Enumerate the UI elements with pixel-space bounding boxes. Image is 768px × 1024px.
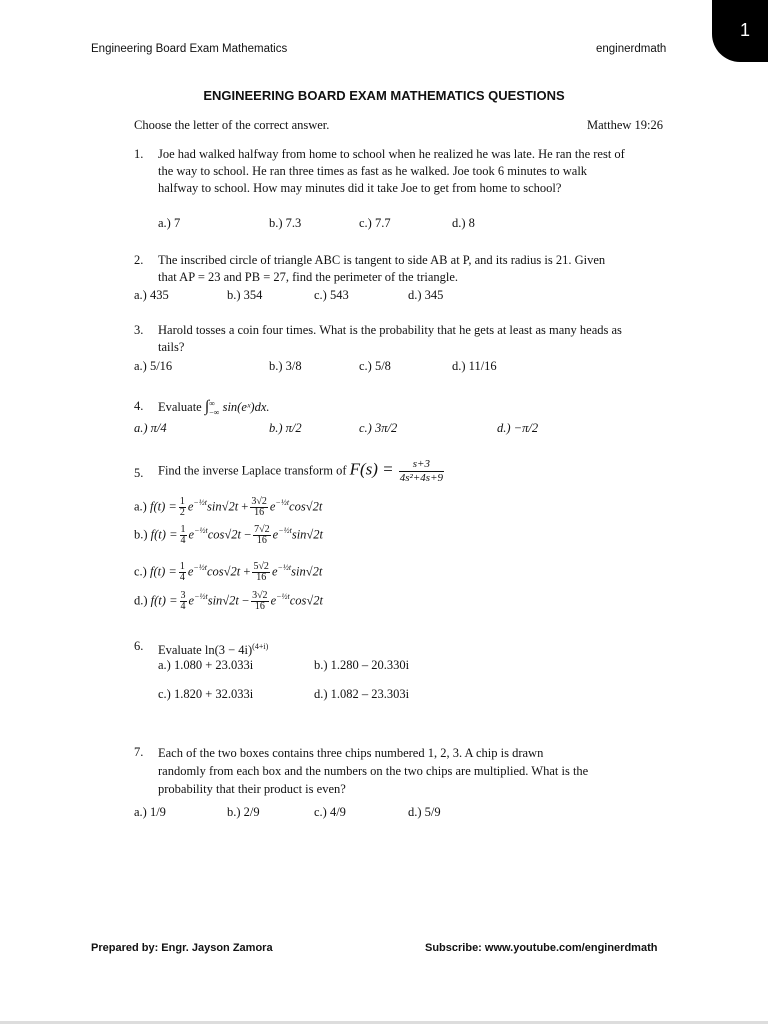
coef-2-den: 16 bbox=[254, 601, 265, 612]
trig-term-1: cos√2t bbox=[207, 564, 241, 579]
question-2-line: that AP = 23 and PB = 27, find the perimeter of the triangle. bbox=[158, 270, 459, 284]
coef-1-den: 2 bbox=[179, 507, 185, 518]
question-6-option-b[interactable]: b.) 1.280 – 20.330i bbox=[314, 658, 410, 672]
coef-1-den: 4 bbox=[179, 572, 185, 583]
exp-power-1: −½t bbox=[193, 498, 207, 508]
option-label: c.) bbox=[134, 564, 147, 579]
document-title: ENGINEERING BOARD EXAM MATHEMATICS QUESTIONS bbox=[203, 88, 565, 103]
question-2-option-d[interactable]: d.) 345 bbox=[408, 288, 444, 302]
option-label: d.) bbox=[134, 593, 148, 608]
exp-power-2: −½t bbox=[275, 498, 290, 508]
coef-2-den: 16 bbox=[254, 507, 265, 518]
question-6-number: 6. bbox=[134, 639, 144, 653]
question-5-option-a[interactable] bbox=[134, 497, 322, 518]
trig-term-2: cos√2t bbox=[289, 593, 323, 608]
exp-power-1: −½t bbox=[193, 563, 207, 573]
question-7-text bbox=[158, 744, 683, 798]
question-2-line: The inscribed circle of triangle ABC is tangent to side AB at P, and its radius is 21. Given bbox=[158, 253, 606, 267]
question-2-text bbox=[158, 252, 683, 286]
exp-power-1: −½t bbox=[194, 592, 208, 602]
option-lhs: f(t) = bbox=[149, 564, 177, 579]
header-left: Engineering Board Exam Mathematics bbox=[91, 43, 288, 55]
coef-1-num: 1 bbox=[180, 524, 186, 535]
coef-1-num: 3 bbox=[180, 590, 186, 601]
question-3-option-a[interactable]: a.) 5/16 bbox=[134, 359, 173, 373]
laplace-function: F(s) = bbox=[349, 459, 394, 479]
trig-term-1: sin√2t bbox=[207, 593, 239, 608]
question-7-line: randomly from each box and the numbers on the two chips are multiplied. What is the bbox=[158, 764, 589, 778]
question-7-line: Each of the two boxes contains three chips numbered 1, 2, 3. A chip is drawn bbox=[158, 746, 544, 760]
question-3-option-d[interactable]: d.) 11/16 bbox=[452, 359, 497, 373]
integral-upper-limit: ∞ bbox=[209, 399, 215, 409]
question-1-option-b[interactable]: b.) 7.3 bbox=[269, 216, 302, 230]
exp-base-2: e bbox=[272, 527, 279, 542]
question-3-line: Harold tosses a coin four times. What is the probability that he gets at least as many heads as bbox=[158, 323, 622, 337]
question-1-option-d[interactable]: d.) 8 bbox=[452, 216, 475, 230]
question-1-text bbox=[158, 146, 683, 197]
header-right: enginerdmath bbox=[596, 43, 667, 55]
footer-left: Prepared by: Engr. Jayson Zamora bbox=[91, 942, 273, 954]
integral-lower-limit: −∞ bbox=[209, 408, 220, 418]
question-1-option-c[interactable]: c.) 7.7 bbox=[359, 216, 391, 230]
coef-1-den: 4 bbox=[180, 535, 186, 546]
question-6-option-d[interactable]: d.) 1.082 – 23.303i bbox=[314, 687, 410, 701]
integrand: sin(eˣ)dx. bbox=[222, 400, 270, 414]
exp-base-1: e bbox=[187, 564, 194, 579]
trig-term-2: cos√2t bbox=[289, 499, 323, 514]
question-5-option-b[interactable] bbox=[134, 525, 323, 546]
question-4-text bbox=[158, 398, 270, 417]
question-6-text bbox=[158, 638, 268, 659]
question-7-option-b[interactable]: b.) 2/9 bbox=[227, 805, 260, 819]
operator: − bbox=[244, 527, 252, 542]
question-1-line: Joe had walked halfway from home to school when he realized he was late. He ran the rest of bbox=[158, 147, 625, 161]
question-6-option-a[interactable]: a.) 1.080 + 23.033i bbox=[158, 658, 254, 672]
option-lhs: f(t) = bbox=[150, 527, 178, 542]
question-4-option-c[interactable]: c.) 3π/2 bbox=[359, 421, 398, 435]
coef-2-den: 16 bbox=[256, 535, 267, 546]
option-lhs: f(t) = bbox=[149, 499, 177, 514]
question-7-number: 7. bbox=[134, 745, 144, 759]
exp-power-2: −½t bbox=[276, 592, 290, 602]
question-4-prefix: Evaluate bbox=[158, 400, 202, 414]
instruction: Choose the letter of the correct answer. bbox=[134, 118, 330, 132]
question-1-option-a[interactable]: a.) 7 bbox=[158, 216, 181, 230]
coefficient-1 bbox=[179, 562, 186, 583]
exp-base-1: e bbox=[188, 593, 195, 608]
question-2-number: 2. bbox=[134, 253, 144, 267]
coefficient-2 bbox=[250, 497, 268, 518]
exp-base-1: e bbox=[187, 499, 194, 514]
coefficient-2 bbox=[251, 591, 269, 612]
question-2-option-c[interactable]: c.) 543 bbox=[314, 288, 349, 302]
exp-base-2: e bbox=[271, 564, 278, 579]
exp-power-1: −½t bbox=[194, 526, 208, 536]
question-5-option-d[interactable] bbox=[134, 591, 323, 612]
question-1-line: halfway to school. How may minutes did it take Joe to get from home to school? bbox=[158, 181, 562, 195]
coef-1-num: 1 bbox=[179, 496, 185, 507]
footer-right: Subscribe: www.youtube.com/enginerdmath bbox=[425, 942, 658, 954]
question-6-exponent: (4+i) bbox=[252, 642, 269, 651]
trig-term-2: sin√2t bbox=[291, 564, 323, 579]
question-4-option-d[interactable]: d.) −π/2 bbox=[497, 421, 539, 435]
coef-2-num: 3√2 bbox=[252, 590, 268, 601]
question-4-number: 4. bbox=[134, 399, 144, 413]
question-1-line: the way to school. He ran three times as fast as he walked. Joe took 6 minutes to walk bbox=[158, 164, 588, 178]
question-3-text bbox=[158, 322, 683, 356]
question-4-option-a[interactable]: a.) π/4 bbox=[134, 421, 167, 435]
operator: + bbox=[243, 564, 251, 579]
question-5-prefix: Find the inverse Laplace transform of bbox=[158, 463, 347, 478]
exp-base-1: e bbox=[188, 527, 195, 542]
question-3-number: 3. bbox=[134, 323, 144, 337]
trig-term-1: cos√2t bbox=[207, 527, 241, 542]
bible-reference: Matthew 19:26 bbox=[587, 118, 664, 132]
coefficient-1 bbox=[180, 525, 187, 546]
exp-base-2: e bbox=[269, 499, 276, 514]
question-6-prefix: Evaluate ln(3 − 4i) bbox=[158, 643, 253, 658]
option-label: b.) bbox=[134, 527, 148, 542]
coef-2-num: 5√2 bbox=[253, 561, 269, 572]
question-5-text bbox=[158, 458, 446, 485]
question-7-line: probability that their product is even? bbox=[158, 782, 346, 796]
question-1-number: 1. bbox=[134, 147, 144, 161]
option-lhs: f(t) = bbox=[150, 593, 178, 608]
laplace-denominator: 4s²+4s+9 bbox=[399, 472, 443, 484]
exp-power-2: −½t bbox=[278, 526, 292, 536]
laplace-fraction bbox=[399, 458, 444, 485]
question-3-option-c[interactable]: c.) 5/8 bbox=[359, 359, 391, 373]
question-5-number: 5. bbox=[134, 466, 144, 480]
page-number: 1 bbox=[740, 20, 751, 40]
question-7-option-d[interactable]: d.) 5/9 bbox=[408, 805, 441, 819]
coefficient-1 bbox=[179, 497, 186, 518]
trig-term-2: sin√2t bbox=[291, 527, 323, 542]
coef-2-num: 7√2 bbox=[254, 524, 270, 535]
coef-2-den: 16 bbox=[256, 572, 267, 583]
coefficient-1 bbox=[180, 591, 187, 612]
question-3-line: tails? bbox=[158, 340, 185, 354]
integral-sign: ∫ bbox=[204, 398, 210, 415]
question-7-option-a[interactable]: a.) 1/9 bbox=[134, 805, 166, 819]
question-2-option-b[interactable]: b.) 354 bbox=[227, 288, 263, 302]
question-2-option-a[interactable]: a.) 435 bbox=[134, 288, 169, 302]
question-6-option-c[interactable]: c.) 1.820 + 32.033i bbox=[158, 687, 254, 701]
question-7-option-c[interactable]: c.) 4/9 bbox=[314, 805, 346, 819]
option-label: a.) bbox=[134, 499, 147, 514]
operator: + bbox=[241, 499, 249, 514]
question-5-option-c[interactable] bbox=[134, 562, 322, 583]
exp-base-2: e bbox=[270, 593, 277, 608]
coef-1-num: 1 bbox=[179, 561, 185, 572]
question-4-option-b[interactable]: b.) π/2 bbox=[269, 421, 302, 435]
coefficient-2 bbox=[253, 525, 271, 546]
coef-1-den: 4 bbox=[180, 601, 186, 612]
question-3-option-b[interactable]: b.) 3/8 bbox=[269, 359, 302, 373]
coefficient-2 bbox=[252, 562, 270, 583]
operator: − bbox=[242, 593, 250, 608]
laplace-numerator: s+3 bbox=[399, 458, 444, 472]
exp-power-2: −½t bbox=[277, 563, 292, 573]
trig-term-1: sin√2t bbox=[207, 499, 239, 514]
coef-2-num: 3√2 bbox=[251, 496, 267, 507]
